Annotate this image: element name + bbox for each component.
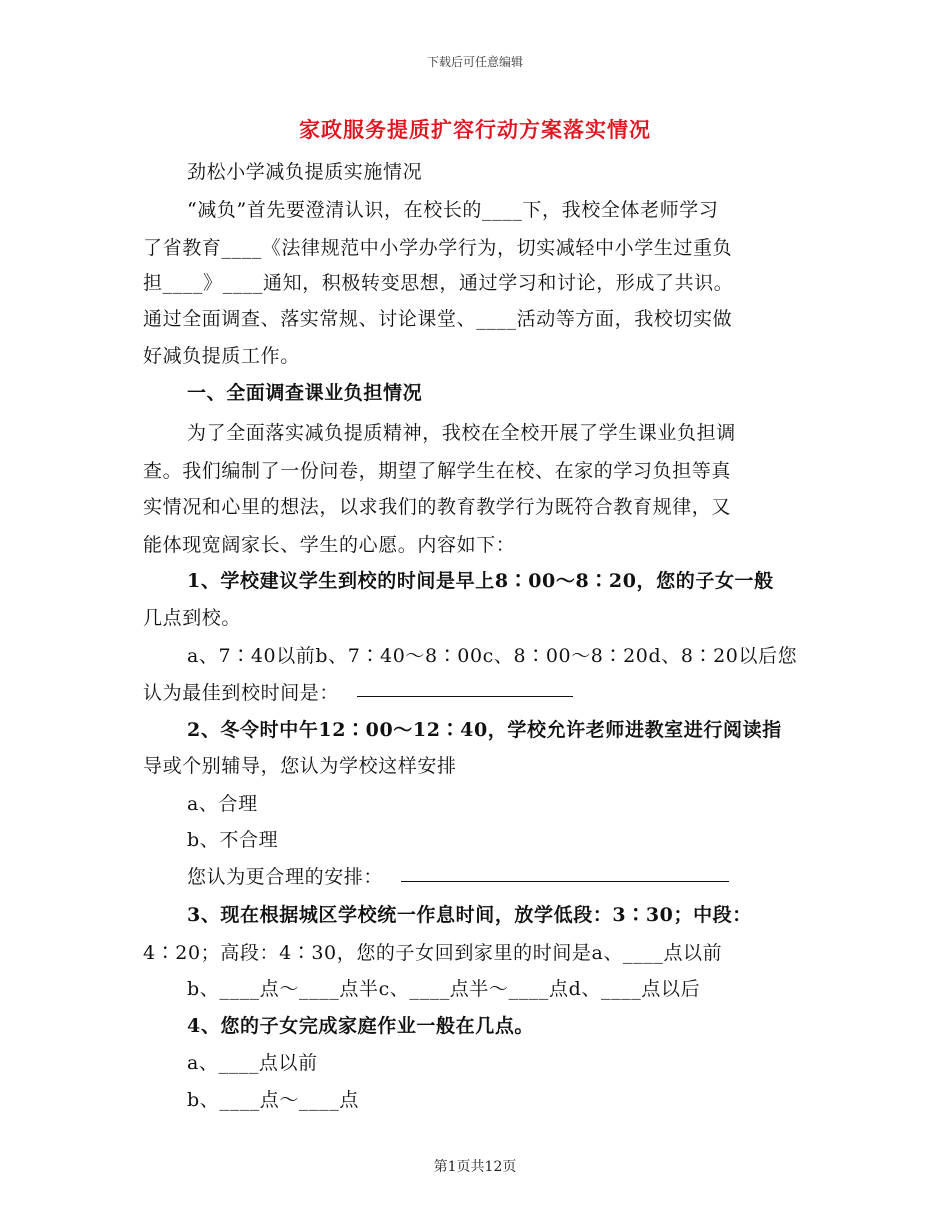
question-2: 2、冬令时中午12∶00～12∶40，学校允许老师进教室进行阅读指: [187, 719, 782, 741]
paragraph-line: 了省教育____《法律规范中小学办学行为，切实减轻中小学生过重负: [143, 237, 733, 259]
paragraph-line: 通过全面调查、落实常规、讨论课堂、____活动等方面，我校切实做: [143, 308, 733, 330]
subtitle-line: 劲松小学减负提质实施情况: [187, 161, 423, 183]
question-4: 4、您的子女完成家庭作业一般在几点。: [187, 1015, 535, 1037]
paragraph-line: 导或个别辅导，您认为学校这样安排: [143, 755, 457, 777]
option-a: a、合理: [187, 793, 258, 815]
question-3: 3、现在根据城区学校统一作息时间，放学低段：3∶30；中段：: [187, 904, 752, 926]
paragraph-line: 查。我们编制了一份问卷，期望了解学生在校、在家的学习负担等真: [143, 460, 732, 482]
paragraph-line: 能体现宽阔家长、学生的心愿。内容如下：: [143, 534, 516, 556]
option-b: b、____点～____点: [187, 1089, 359, 1111]
paragraph-line: 好减负提质工作。: [143, 345, 300, 367]
paragraph-line: 实情况和心里的想法，以求我们的教育教学行为既符合教育规律，又: [143, 496, 732, 518]
header-note: 下载后可任意编辑: [426, 55, 523, 69]
paragraph-line: 您认为更合理的安排：: [187, 866, 384, 888]
paragraph-line: 几点到校。: [143, 607, 242, 629]
question-1: 1、学校建议学生到校的时间是早上8∶00～8∶20，您的子女一般: [187, 570, 774, 592]
section-heading: 一、全面调查课业负担情况: [187, 382, 423, 404]
paragraph-line: 为了全面落实减负提质精神，我校在全校开展了学生课业负担调: [187, 422, 736, 444]
paragraph-line: “减负”首先要澄清认识，在校长的____下，我校全体老师学习: [187, 199, 719, 221]
paragraph-line: 4∶20；高段：4∶30，您的子女回到家里的时间是a、____点以前: [143, 942, 723, 964]
document-title: 家政服务提质扩容行动方案落实情况: [299, 117, 651, 142]
options-line: b、____点～____点半c、____点半～____点d、____点以后: [187, 978, 701, 1000]
answer-blank-line: [357, 680, 573, 697]
answer-blank-line: [401, 865, 729, 882]
page-footer: 第1页共12页: [433, 1159, 517, 1175]
option-a: a、____点以前: [187, 1052, 318, 1074]
option-b: b、不合理: [187, 829, 279, 851]
paragraph-line: 认为最佳到校时间是：: [143, 682, 340, 704]
paragraph-line: 担____》____通知，积极转变思想，通过学习和讨论，形成了共识。: [143, 272, 734, 294]
options-line: a、7∶40以前b、7∶40～8∶00c、8∶00～8∶20d、8∶20以后您: [187, 645, 798, 667]
